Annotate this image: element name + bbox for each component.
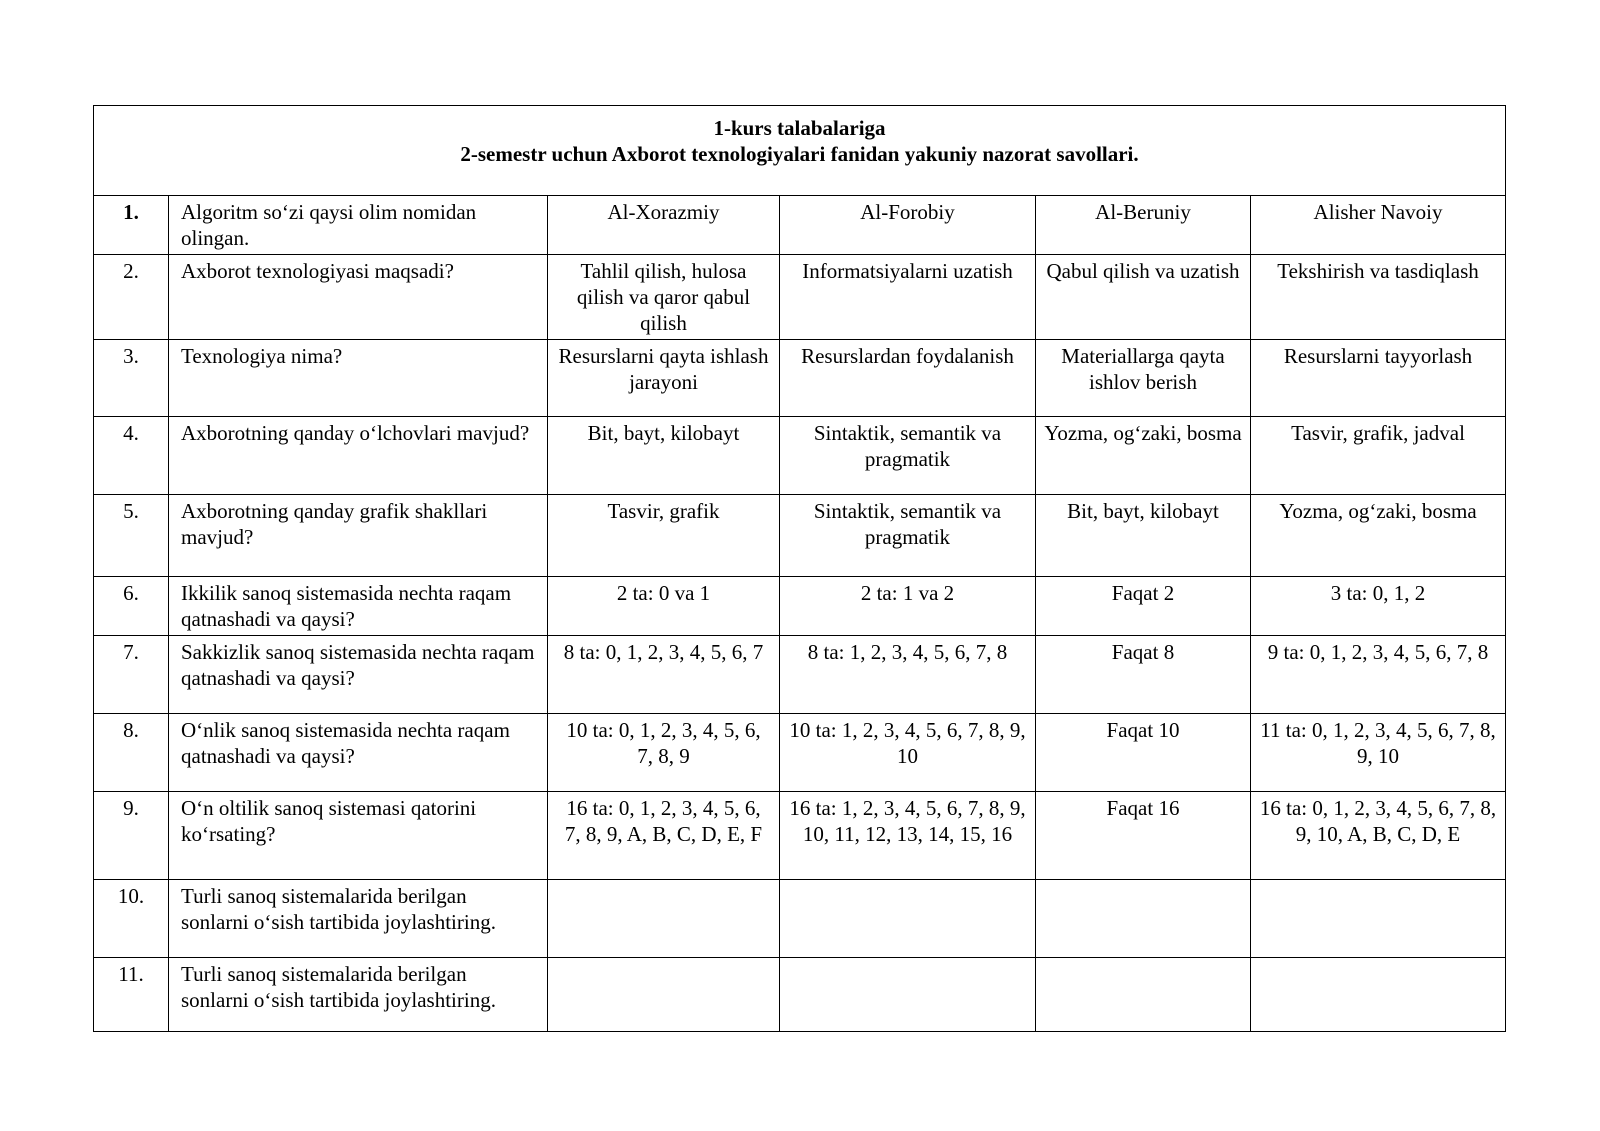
option-cell: Sintaktik, semantik va pragmatik xyxy=(780,495,1036,577)
row-number: 1. xyxy=(94,196,169,255)
document-title xyxy=(94,106,1506,196)
option-cell: 11 ta: 0, 1, 2, 3, 4, 5, 6, 7, 8, 9, 10 xyxy=(1251,714,1506,792)
option-cell: Bit, bayt, kilobayt xyxy=(548,417,780,495)
option-cell: 3 ta: 0, 1, 2 xyxy=(1251,577,1506,636)
question-cell: Turli sanoq sistemalarida berilgan sonlarni o‘sish tartibida joylashtiring. xyxy=(169,880,548,958)
question-cell: Turli sanoq sistemalarida berilgan sonlarni o‘sish tartibida joylashtiring. xyxy=(169,958,548,1032)
document-page xyxy=(93,105,1506,1032)
question-cell: Ikkilik sanoq sistemasida nechta raqam qatnashadi va qaysi? xyxy=(169,577,548,636)
option-cell xyxy=(1036,880,1251,958)
row-number: 7. xyxy=(94,636,169,714)
option-cell: Resurslarni qayta ishlash jarayoni xyxy=(548,340,780,417)
row-number: 2. xyxy=(94,255,169,340)
option-cell xyxy=(1036,958,1251,1032)
option-cell: Yozma, og‘zaki, bosma xyxy=(1036,417,1251,495)
row-number: 11. xyxy=(94,958,169,1032)
option-cell: 16 ta: 0, 1, 2, 3, 4, 5, 6, 7, 8, 9, A, B, C, D, E, F xyxy=(548,792,780,880)
option-cell: Resurslarni tayyorlash xyxy=(1251,340,1506,417)
option-cell: 9 ta: 0, 1, 2, 3, 4, 5, 6, 7, 8 xyxy=(1251,636,1506,714)
question-cell: Axborot texnologiyasi maqsadi? xyxy=(169,255,548,340)
title-line-1: 1-kurs talabalariga xyxy=(713,116,886,140)
question-cell: Axborotning qanday grafik shakllari mavjud? xyxy=(169,495,548,577)
table-row xyxy=(94,792,1506,880)
option-cell: Informatsiyalarni uzatish xyxy=(780,255,1036,340)
question-cell: O‘n oltilik sanoq sistemasi qatorini ko‘rsating? xyxy=(169,792,548,880)
option-cell: Tekshirish va tasdiqlash xyxy=(1251,255,1506,340)
question-cell: Texnologiya nima? xyxy=(169,340,548,417)
row-number: 6. xyxy=(94,577,169,636)
table-row xyxy=(94,958,1506,1032)
table-row xyxy=(94,417,1506,495)
option-cell: 8 ta: 1, 2, 3, 4, 5, 6, 7, 8 xyxy=(780,636,1036,714)
option-cell: 16 ta: 1, 2, 3, 4, 5, 6, 7, 8, 9, 10, 11, 12, 13, 14, 15, 16 xyxy=(780,792,1036,880)
row-number: 9. xyxy=(94,792,169,880)
row-number: 5. xyxy=(94,495,169,577)
question-cell: Axborotning qanday o‘lchovlari mavjud? xyxy=(169,417,548,495)
option-cell: Al-Xorazmiy xyxy=(548,196,780,255)
table-row xyxy=(94,340,1506,417)
question-cell: Sakkizlik sanoq sistemasida nechta raqam qatnashadi va qaysi? xyxy=(169,636,548,714)
option-cell: Al-Forobiy xyxy=(780,196,1036,255)
option-cell xyxy=(1251,958,1506,1032)
option-cell: Resurslardan foydalanish xyxy=(780,340,1036,417)
option-cell xyxy=(548,958,780,1032)
option-cell: Faqat 2 xyxy=(1036,577,1251,636)
option-cell: Faqat 8 xyxy=(1036,636,1251,714)
question-cell: O‘nlik sanoq sistemasida nechta raqam qatnashadi va qaysi? xyxy=(169,714,548,792)
option-cell: Al-Beruniy xyxy=(1036,196,1251,255)
option-cell: 10 ta: 1, 2, 3, 4, 5, 6, 7, 8, 9, 10 xyxy=(780,714,1036,792)
row-number: 4. xyxy=(94,417,169,495)
table-row xyxy=(94,255,1506,340)
table-row xyxy=(94,636,1506,714)
table-row xyxy=(94,495,1506,577)
option-cell xyxy=(548,880,780,958)
option-cell: 10 ta: 0, 1, 2, 3, 4, 5, 6, 7, 8, 9 xyxy=(548,714,780,792)
option-cell: 8 ta: 0, 1, 2, 3, 4, 5, 6, 7 xyxy=(548,636,780,714)
table-row xyxy=(94,577,1506,636)
option-cell: 2 ta: 1 va 2 xyxy=(780,577,1036,636)
title-row xyxy=(94,106,1506,196)
option-cell: Tasvir, grafik, jadval xyxy=(1251,417,1506,495)
option-cell: Alisher Navoiy xyxy=(1251,196,1506,255)
row-number: 8. xyxy=(94,714,169,792)
row-number: 3. xyxy=(94,340,169,417)
option-cell: Faqat 16 xyxy=(1036,792,1251,880)
table-row xyxy=(94,196,1506,255)
table-row xyxy=(94,880,1506,958)
row-number: 10. xyxy=(94,880,169,958)
title-line-2: 2-semestr uchun Axborot texnologiyalari fanidan yakuniy nazorat savollari. xyxy=(460,142,1139,167)
option-cell: Qabul qilish va uzatish xyxy=(1036,255,1251,340)
option-cell: Sintaktik, semantik va pragmatik xyxy=(780,417,1036,495)
option-cell: Faqat 10 xyxy=(1036,714,1251,792)
option-cell: Tasvir, grafik xyxy=(548,495,780,577)
option-cell: Bit, bayt, kilobayt xyxy=(1036,495,1251,577)
option-cell xyxy=(780,958,1036,1032)
option-cell: Tahlil qilish, hulosa qilish va qaror qabul qilish xyxy=(548,255,780,340)
option-cell xyxy=(1251,880,1506,958)
option-cell xyxy=(780,880,1036,958)
table-row xyxy=(94,714,1506,792)
option-cell: Yozma, og‘zaki, bosma xyxy=(1251,495,1506,577)
option-cell: 2 ta: 0 va 1 xyxy=(548,577,780,636)
quiz-table xyxy=(93,105,1506,1032)
option-cell: 16 ta: 0, 1, 2, 3, 4, 5, 6, 7, 8, 9, 10, A, B, C, D, E xyxy=(1251,792,1506,880)
question-cell: Algoritm so‘zi qaysi olim nomidan olingan. xyxy=(169,196,548,255)
option-cell: Materiallarga qayta ishlov berish xyxy=(1036,340,1251,417)
